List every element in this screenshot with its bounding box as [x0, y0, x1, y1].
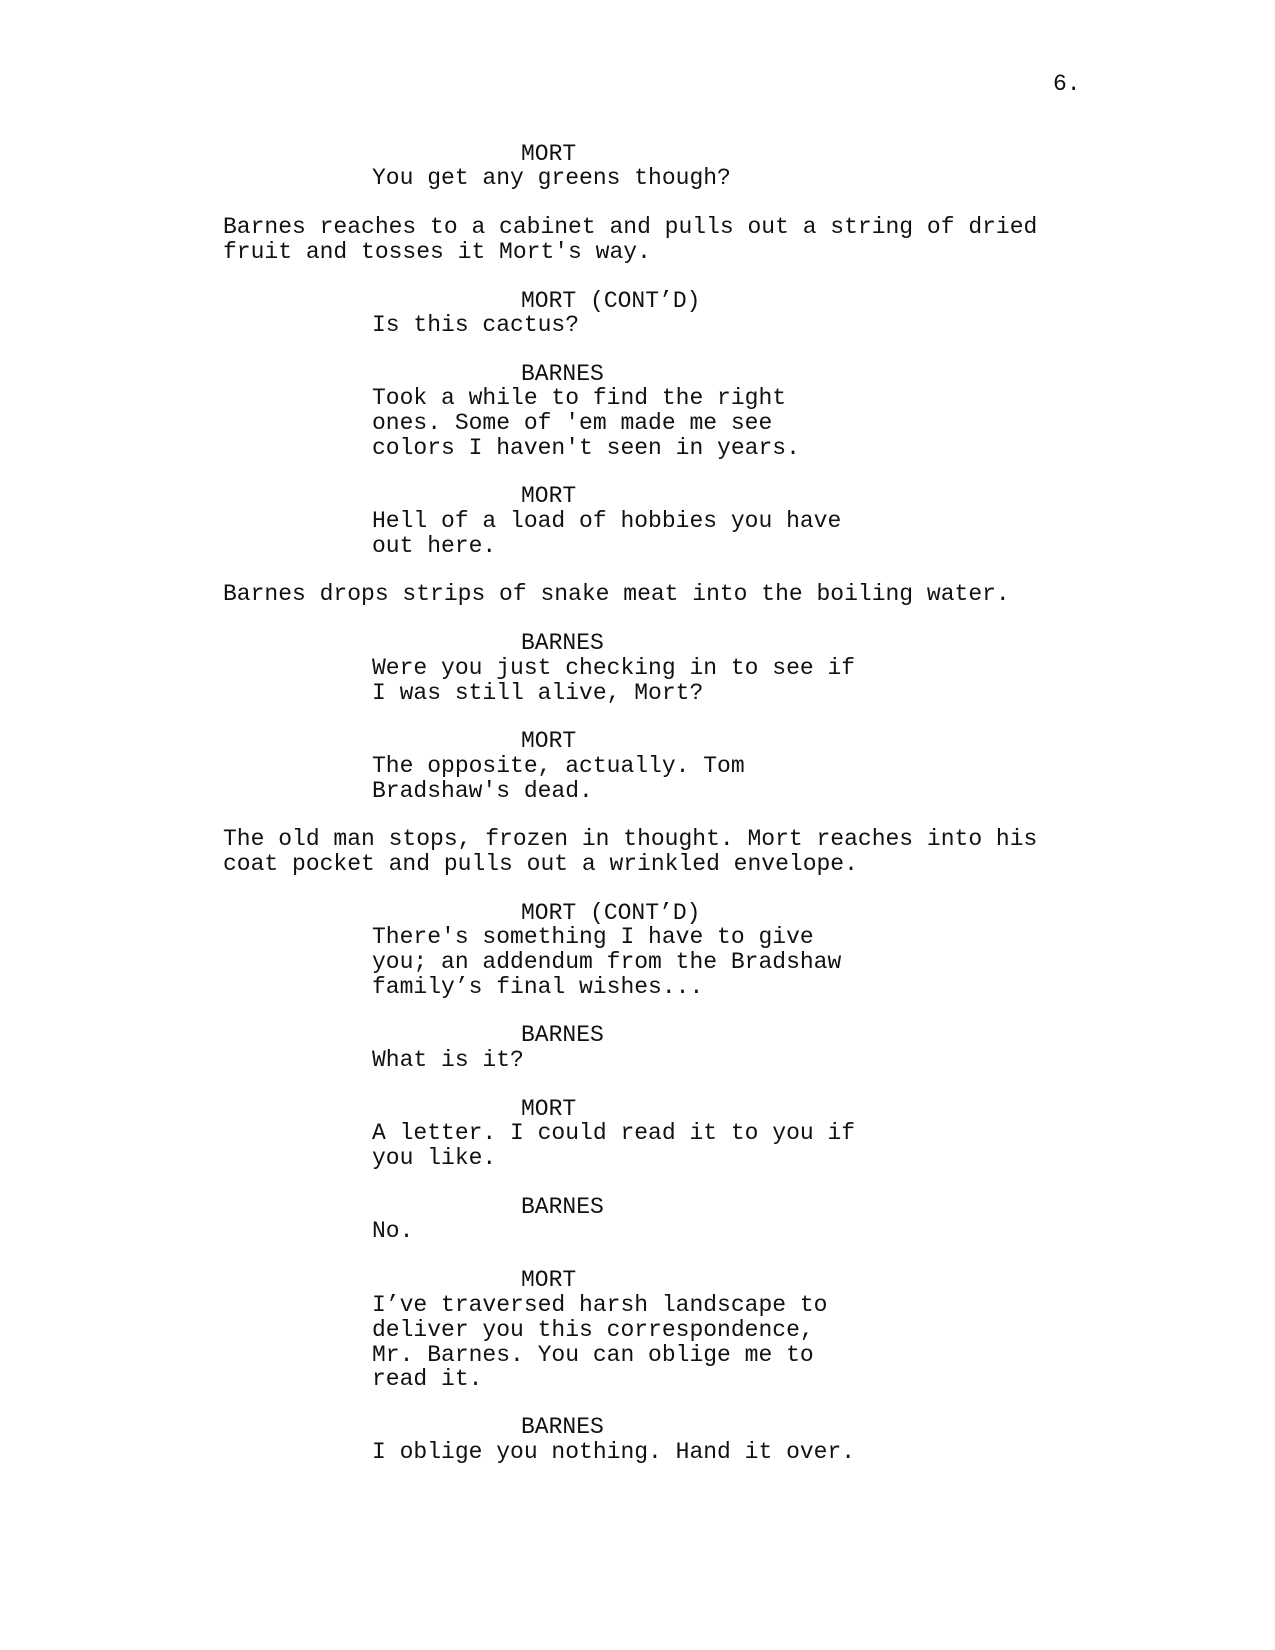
dialogue: What is it?: [372, 1047, 524, 1073]
dialogue: A letter. I could read it to you if you like.: [372, 1120, 856, 1171]
character-cue: MORT: [521, 1267, 577, 1293]
character-cue: MORT: [521, 141, 577, 167]
dialogue: Hell of a load of hobbies you have out here.: [372, 508, 842, 559]
character-cue: MORT: [521, 483, 577, 509]
character-cue: MORT: [521, 728, 577, 754]
character-cue: MORT (CONT’D): [521, 288, 701, 314]
dialogue: You get any greens though?: [372, 165, 731, 191]
action-line: Barnes reaches to a cabinet and pulls out a string of dried fruit and tosses it Mort's way.: [223, 214, 1038, 265]
dialogue: I’ve traversed harsh landscape to deliver you this correspondence, Mr. Barnes. You can oblige me to read it.: [372, 1292, 828, 1393]
dialogue: Took a while to find the right ones. Some of 'em made me see colors I haven't seen in years.: [372, 385, 800, 461]
character-cue: BARNES: [521, 630, 604, 656]
action-line: Barnes drops strips of snake meat into the boiling water.: [223, 581, 1010, 607]
character-cue: BARNES: [521, 1022, 604, 1048]
dialogue: Were you just checking in to see if I was still alive, Mort?: [372, 655, 856, 706]
character-cue: BARNES: [521, 1194, 604, 1220]
dialogue: Is this cactus?: [372, 312, 580, 338]
dialogue: I oblige you nothing. Hand it over.: [372, 1439, 856, 1465]
character-cue: BARNES: [521, 1414, 604, 1440]
action-line: The old man stops, frozen in thought. Mort reaches into his coat pocket and pulls out a wrinkled envelope.: [223, 826, 1038, 877]
page-number: 6.: [1053, 71, 1081, 97]
character-cue: MORT (CONT’D): [521, 900, 701, 926]
character-cue: MORT: [521, 1096, 577, 1122]
dialogue: There's something I have to give you; an addendum from the Bradshaw family’s final wishes...: [372, 924, 842, 1000]
dialogue: The opposite, actually. Tom Bradshaw's dead.: [372, 753, 745, 804]
character-cue: BARNES: [521, 361, 604, 387]
dialogue: No.: [372, 1218, 414, 1244]
